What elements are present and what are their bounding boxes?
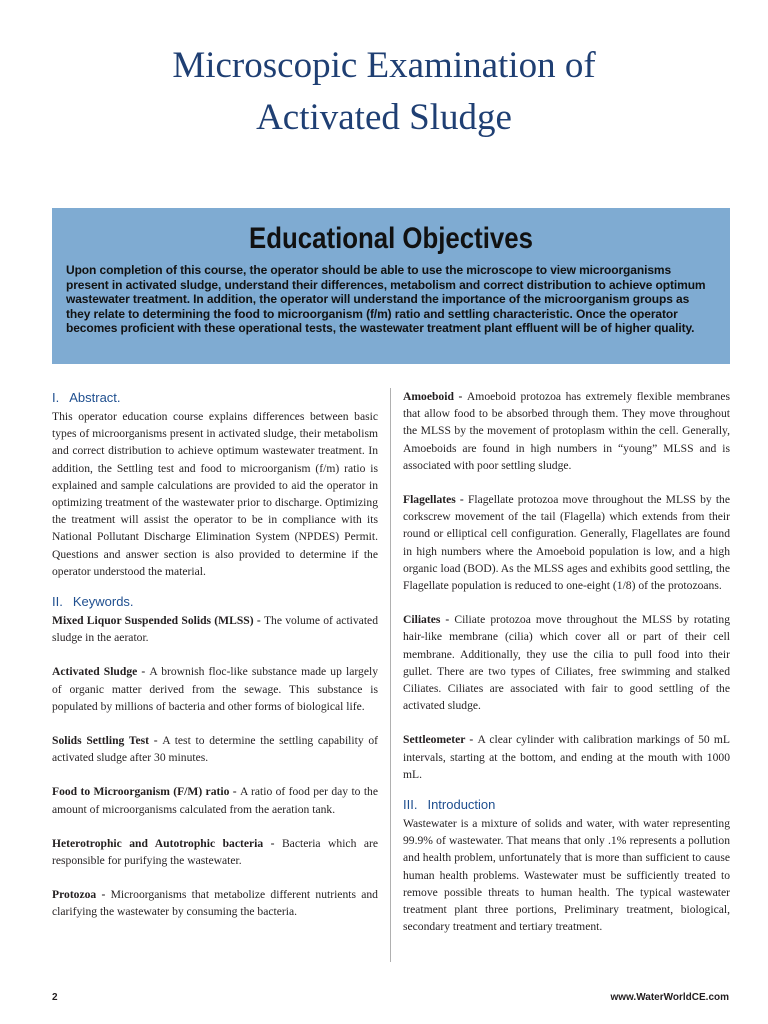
keyword-item (403, 731, 730, 783)
keyword-item (403, 388, 730, 474)
page-title-line-1: Microscopic Examination of (172, 45, 596, 86)
keyword-term: Solids Settling Test - (52, 734, 163, 748)
abstract-title: Abstract. (69, 390, 121, 405)
footer-url[interactable]: www.WaterWorldCE.com (610, 992, 729, 1003)
keyword-definition: Amoeboid protozoa has extremely flexible membranes that allow food to be absorbed through them. They move throughout the MLSS by the movement of protoplasm within the cell. Generally, Amoeboids are found in high numbers in “young” MLSS and is associated with poor settling sludge. (403, 390, 731, 472)
keyword-term: Food to Microorganism (F/M) ratio - (52, 785, 240, 799)
keyword-definition: Flagellate protozoa move throughout the MLSS by the corkscrew movement of the tail (Flagella) which extends from their round or elliptical cell configuration. Generally, Flagellates are found in high numbers where the Amoeboid population is low, and a high organic load (BOD). As the MLSS ages and exhibits good settling, the Flagellate population is reduced to one-eight (1/8) of the protozoans. (403, 493, 730, 593)
keyword-term: Mixed Liquor Suspended Solids (MLSS) - (52, 614, 264, 628)
introduction-text: Wastewater is a mixture of solids and water, with water representing 99.9% of wastewater. That means that only .1% represents a pollution and health problem, unfortunately that is more than sufficient to cause human health problems. Wastewater must be sufficiently treated to remove possible threats to human health. The typical wastewater treatment plant three portions, Preliminary treatment, biological, secondary treatment and tertiary treatment. (403, 817, 730, 934)
keyword-item (52, 835, 378, 869)
keyword-item (52, 732, 378, 766)
page-title (0, 40, 768, 144)
abstract-number: I. (52, 390, 60, 405)
introduction-heading (403, 795, 730, 815)
abstract-heading (52, 388, 378, 408)
keyword-term: Amoeboid - (403, 390, 467, 403)
right-column (403, 388, 730, 935)
abstract-text: This operator education course explains differences between basic types of microorganisms present in activated sludge, their metabolism and correct distribution to achieve optimum wastewater treatment. In addition, the Settling test and food to microorganism (f/m) ratio is explained and sample calculations are provided to aid the operator in optimizing treatment of the wastewater prior to discharge. Optimizing the treatment will assist the operator to be in compliance with its National Pollutant Discharge Elimination System (NPDES) Permit. Questions and answer section is also provided to determine if the operator understood the material. (52, 410, 378, 578)
introduction-number: III. (403, 797, 418, 813)
keyword-definition: A clear cylinder with calibration markings of 50 mL intervals, starting at the bottom, and ending at the mouth with 1000 mL. (403, 733, 730, 781)
left-column (52, 388, 378, 921)
keyword-term: Protozoa - (52, 888, 111, 902)
objectives-heading: Educational Objectives (249, 222, 533, 255)
keywords-title: Keywords. (72, 594, 134, 610)
page-number: 2 (52, 992, 58, 1003)
keyword-item (403, 491, 730, 594)
keyword-definition: The volume of activated sludge in the aerator. (52, 614, 378, 645)
keyword-term: Settleometer - (403, 733, 478, 747)
objectives-text: Upon completion of this course, the operator should be able to use the microscope to view microorganisms present in activated sludge, understand their differences, metabolism and correct distribution to achieve optimum wastewater treatment. In addition, the operator will understand the importance of the microorganism groups as they relate to determining the food to microorganism (f/m) ratio and settling characteristic. Once the operator becomes proficient with these operational tests, the wastewater treatment plant effluent will be of higher quality. (66, 263, 706, 336)
keyword-definition: Bacteria which are responsible for purifying the wastewater. (52, 836, 379, 868)
keyword-item (52, 783, 378, 817)
introduction-title: Introduction (427, 797, 496, 813)
keyword-term: Flagellates - (403, 493, 468, 507)
column-divider (390, 388, 391, 962)
keyword-definition: Ciliate protozoa move throughout the MLSS by rotating hair-like membrane (cilia) which cover all or part of their cell membrane. Additionally, they use the cilia to pull food into their gullet. There are two types of Ciliates, free swimming and stalked Ciliates. Ciliates are associated with fair to good settling of the activated sludge. (403, 613, 730, 713)
objectives-box (52, 208, 730, 364)
keywords-number: II. (52, 594, 63, 610)
keyword-definition: A test to determine the settling capability of activated sludge after 30 minutes. (52, 734, 378, 765)
keywords-heading (52, 592, 378, 612)
keyword-term: Ciliates - (403, 613, 455, 627)
keyword-definition: Microorganisms that metabolize different nutrients and clarifying the wastewater by consuming the bacteria. (52, 888, 378, 919)
keyword-item (52, 612, 378, 646)
keyword-item (52, 663, 378, 715)
keyword-term: Activated Sludge - (52, 665, 150, 679)
keyword-term: Heterotrophic and Autotrophic bacteria - (52, 836, 282, 850)
page-title-line-2: Activated Sludge (256, 97, 512, 138)
keyword-definition: A brownish floc-like substance made up largely of organic matter derived from the sewage. This substance is populated by millions of bacteria and other forms of biological life. (52, 665, 378, 713)
keyword-definition: A ratio of food per day to the amount of microorganisms calculated from the aeration tank. (52, 785, 378, 816)
keyword-item (52, 886, 378, 920)
keyword-item (403, 611, 730, 714)
